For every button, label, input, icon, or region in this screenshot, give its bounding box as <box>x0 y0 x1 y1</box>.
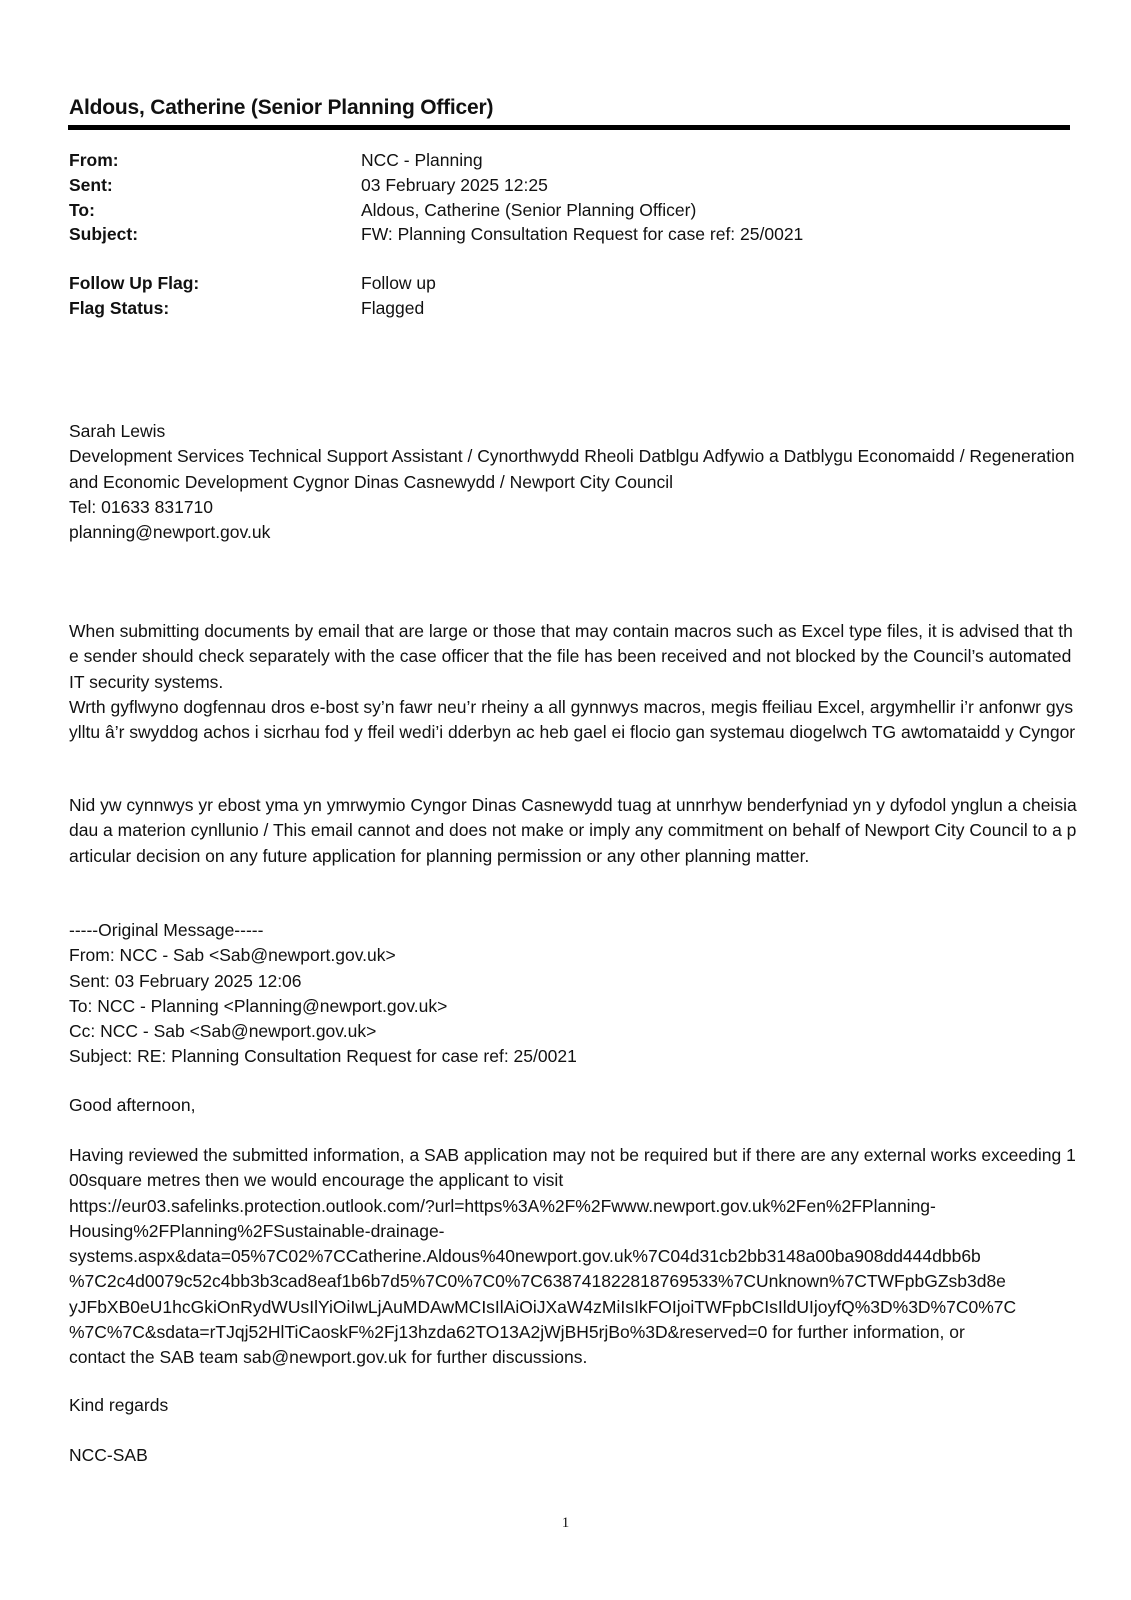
header-label: Sent: <box>69 175 113 195</box>
header-value: FW: Planning Consultation Request for case ref: 25/0021 <box>361 224 804 244</box>
header-flag-status <box>69 296 424 321</box>
header-label: Flag Status: <box>69 298 170 318</box>
header-divider <box>68 125 1070 130</box>
notice-welsh: Wrth gyflwyno dogfennau dros e-bost sy’n fawr neu’r rheiny a all gynnwys macros, megis ffeiliau Excel, argymhellir i’r anfonwr gysylltu â’r swyddog achos i sicrhau fod y ffeil wedi’i dderbyn ac heb gael ei flocio gan systemau diogelwch TG awtomataidd y Cyngor <box>69 696 1076 743</box>
original-sent: Sent: 03 February 2025 12:06 <box>69 970 302 991</box>
header-value: Flagged <box>361 298 425 318</box>
original-subject: Subject: RE: Planning Consultation Request for case ref: 25/0021 <box>69 1046 577 1067</box>
header-value: NCC - Planning <box>361 150 483 170</box>
header-sent <box>69 173 548 198</box>
header-label: To: <box>69 200 95 220</box>
header-value: Aldous, Catherine (Senior Planning Officer) <box>361 200 697 220</box>
header-to <box>69 198 696 223</box>
closing: Kind regards <box>69 1395 169 1415</box>
original-message-separator: -----Original Message----- <box>69 920 264 940</box>
header-label: Subject: <box>69 224 139 244</box>
sender-name: NCC-SAB <box>69 1445 148 1465</box>
original-cc: Cc: NCC - Sab <Sab@newport.gov.uk> <box>69 1021 377 1042</box>
original-to: To: NCC - Planning <Planning@newport.gov.uk> <box>69 995 448 1016</box>
header-label: Follow Up Flag: <box>69 273 200 293</box>
header-from <box>69 148 483 173</box>
greeting: Good afternoon, <box>69 1095 196 1115</box>
original-message-header <box>69 918 1079 1070</box>
header-label: From: <box>69 150 119 170</box>
signature-role: Development Services Technical Support Assistant / Cynorthwydd Rheoli Datblgu Adfywio a Datblygu Economaidd / Regeneration and Economic Development Cygnor Dinas Casnewydd / Newport City Council <box>69 446 1080 492</box>
notice-english: When submitting documents by email that are large or those that may contain macros such as Excel type files, it is advised that the sender should check separately with the case officer that the file has been received and not blocked by the Council’s automated IT security systems. <box>69 621 1077 692</box>
original-from: From: NCC - Sab <Sab@newport.gov.uk> <box>69 945 396 966</box>
notice-block <box>69 619 1079 745</box>
message-body: Having reviewed the submitted information, a SAB application may not be required but if there are any external works exceeding 100square metres then we would encourage the applicant to visit https://eur03.safelinks.protection.outlook.com/?url=https%3A%2F%2Fwww.newport.gov.uk%2Fen%2FPlanning- Housing%2FPlanning%2FSustainable-drainage- systems.aspx&data=05%7C02%7CCatherine.Aldous%40newport.gov.uk%7C04d31cb2bb3148a00ba908dd444dbb6b %7C2c4d0079c52c4bb3b3cad8eaf1b6b7d5%7C0%7C0%7C638741822818769533%7CUnknown%7CTWFpbGZsb3d8e yJFbXB0eU1hcGkiOnRydWUsIlYiOiIwLjAuMDAwMCIsIlAiOiJXaW4zMiIsIkFOIjoiTWFpbCIsIldUIjoyfQ%3D%3D%7C0%7C %7C%7C&sdata=rTJqj52HlTiCaoskF%2Fj13hzda62TO13A2jWjBH5rjBo%3D&reserved=0 for further information, or contact the SAB team sab@newport.gov.uk for further discussions. <box>69 1145 1076 1368</box>
signature-email: planning@newport.gov.uk <box>69 522 271 543</box>
header-subject <box>69 222 803 247</box>
page-number: 1 <box>561 1515 570 1531</box>
header-value: 03 February 2025 12:25 <box>361 175 548 195</box>
signature-tel: Tel: 01633 831710 <box>69 496 214 517</box>
signature-name: Sarah Lewis <box>69 421 166 441</box>
disclaimer-text: Nid yw cynnwys yr ebost yma yn ymrwymio Cyngor Dinas Casnewydd tuag at unnrhyw benderfyniad yn y dyfodol ynglun a cheisiadau a materion cynllunio / This email cannot and does not make or imply any commitment on behalf of Newport City Council to a particular decision on any future application for planning permission or any other planning matter. <box>69 795 1077 866</box>
signature-block <box>69 419 1079 545</box>
header-value: Follow up <box>361 273 436 293</box>
mailbox-owner-title: Aldous, Catherine (Senior Planning Officer) <box>69 96 494 119</box>
header-follow-up-flag <box>69 271 436 296</box>
